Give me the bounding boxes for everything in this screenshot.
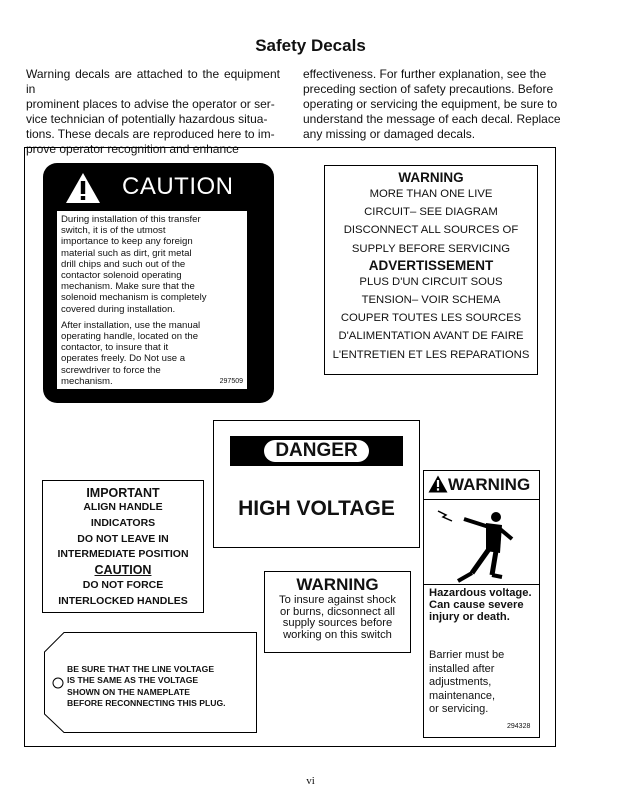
barrier-text: Barrier must be installed after adjustments, maintenance, or servicing.	[429, 649, 505, 715]
warning-triangle-icon	[428, 475, 448, 493]
warning-line-en: SUPPLY BEFORE SERVICING	[351, 242, 511, 255]
warning-line-fr: D'ALIMENTATION AVANT DE FAIRE	[338, 330, 524, 343]
danger-heading: DANGER	[264, 440, 369, 462]
caution-header	[43, 163, 274, 213]
danger-decal	[213, 420, 420, 548]
shock-warning-line: or burns, dicsonnect all	[279, 605, 396, 618]
page-number: vi	[306, 775, 315, 787]
tag-hole-icon	[53, 678, 63, 688]
shock-warning-line: To insure against shock	[279, 594, 396, 606]
warning-line-fr: TENSION– VOIR SCHEMA	[361, 294, 501, 307]
warning-line-fr: PLUS D'UN CIRCUIT SOUS	[359, 275, 503, 288]
important-line: INDICATORS	[90, 516, 156, 529]
intro-column-right: effectiveness. For further explanation, see the preceding section of safety precautions. Before operating or servicing the equipment, be sure to understand the message of each decal. Replace any missing or damaged decals.	[303, 67, 561, 141]
caution-decal	[43, 163, 274, 403]
important-caution-heading: CAUTION	[94, 563, 152, 578]
shock-warning-line: supply sources before	[282, 617, 393, 629]
important-heading: IMPORTANT	[86, 486, 160, 500]
plug-tag-text: BE SURE THAT THE LINE VOLTAGE IS THE SAME AS THE VOLTAGE SHOWN ON THE NAMEPLATE BEFORE RECONNECTING THIS PLUG.	[67, 664, 226, 708]
warning-line-fr: L'ENTRETIEN ET LES REPARATIONS	[332, 348, 530, 361]
intro-column-left: Warning decals are attached to the equipment in prominent places to advise the operator or ser- vice technician of potentially hazardous situa- tions. These decals are reproduced here to im- prove operator recognition and enhance	[26, 67, 280, 156]
warning-line-en: CIRCUIT– SEE DIAGRAM	[364, 206, 498, 219]
caution-decal-code: 297509	[219, 377, 243, 385]
voltage-warning-code: 294328	[507, 723, 531, 730]
bilingual-warning-decal	[324, 165, 538, 375]
voltage-warning-decal	[423, 470, 540, 738]
warning-line-fr: COUPER TOUTES LES SOURCES	[340, 312, 522, 325]
important-line: INTERLOCKED HANDLES	[58, 594, 188, 607]
warning-line-en: DISCONNECT ALL SOURCES OF	[343, 224, 519, 237]
high-voltage-text: HIGH VOLTAGE	[238, 497, 395, 520]
important-line: DO NOT FORCE	[82, 579, 164, 592]
important-line: INTERMEDIATE POSITION	[57, 548, 189, 561]
danger-banner	[230, 436, 403, 466]
divider	[424, 584, 539, 585]
shock-warning-heading: WARNING	[296, 575, 379, 594]
electrocution-figure-icon	[434, 503, 524, 591]
page-title: Safety Decals	[255, 36, 366, 55]
voltage-warning-header	[424, 471, 539, 500]
caution-paragraph-2: After installation, use the manual operating handle, located on the contactor, to insure that it operates freely. Do Not use a screwdriver to force the mechanism.	[61, 319, 201, 387]
caution-paragraph-1: During installation of this transfer switch, it is of the utmost importance to keep any foreign material such as dirt, grit metal drill chips and such out of the contactor solenoid operating mechanism. Make sure that the solenoid mechanism is completely covered during installation.	[61, 214, 207, 315]
voltage-warning-heading: WARNING	[448, 475, 531, 494]
shock-warning-line: working on this switch	[283, 628, 392, 641]
warning-triangle-icon	[65, 172, 101, 204]
caution-body	[57, 211, 247, 389]
important-line: ALIGN HANDLE	[83, 501, 163, 513]
important-decal	[42, 480, 204, 613]
warning-line-en: MORE THAN ONE LIVE	[369, 188, 493, 200]
important-line: DO NOT LEAVE IN	[77, 532, 169, 545]
shock-warning-decal	[264, 571, 411, 653]
warning-heading-en: WARNING	[398, 170, 464, 185]
hazard-text: Hazardous voltage. Can cause severe injury or death.	[429, 587, 532, 623]
warning-heading-fr: ADVERTISSEMENT	[368, 257, 494, 273]
caution-heading: CAUTION	[122, 173, 234, 200]
